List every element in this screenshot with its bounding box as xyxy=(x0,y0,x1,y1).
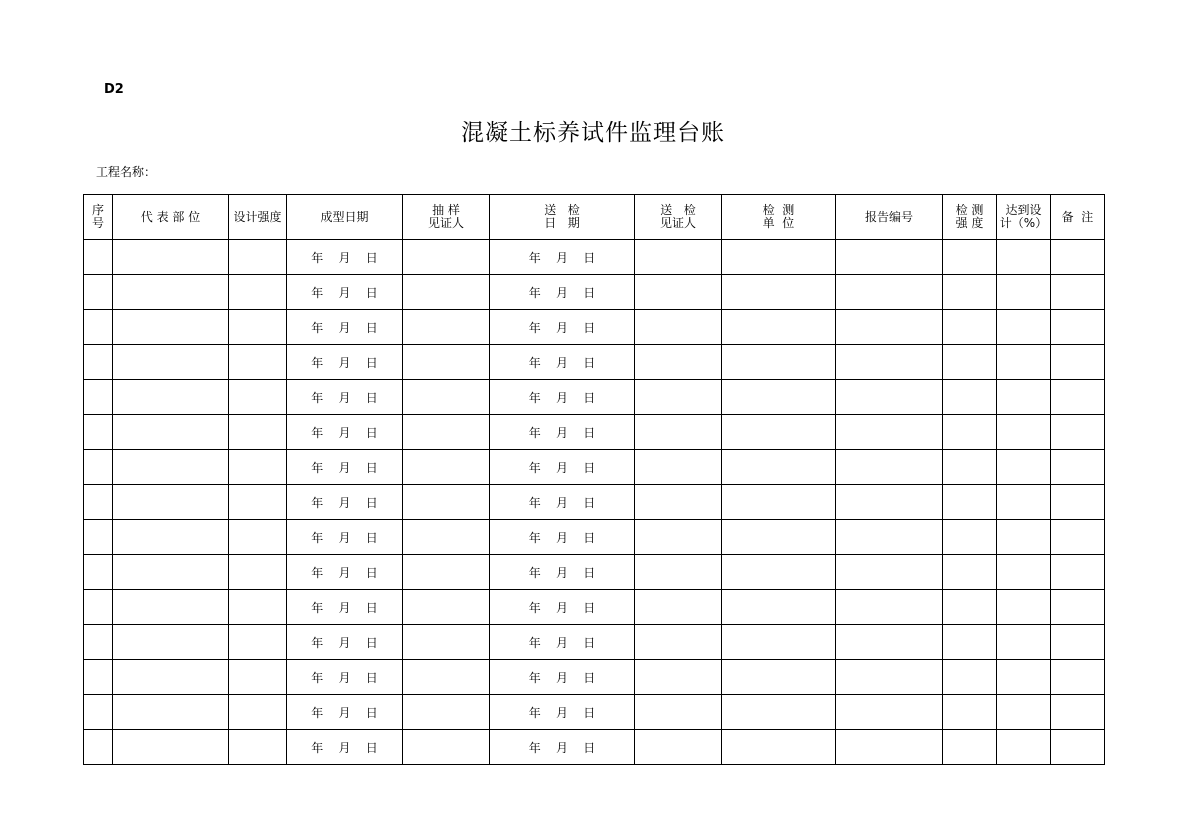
col-header-location: 代 表 部 位 xyxy=(113,195,229,240)
submission-date-cell[interactable] xyxy=(490,240,635,275)
table-row xyxy=(84,520,1105,555)
table-cell[interactable] xyxy=(722,275,836,310)
table-row xyxy=(84,345,1105,380)
table-cell[interactable] xyxy=(84,520,113,555)
table-cell[interactable] xyxy=(84,345,113,380)
table-cell[interactable] xyxy=(836,450,943,485)
date-placeholder: 年 月 日 xyxy=(528,390,596,405)
table-row xyxy=(84,555,1105,590)
molding-date-cell[interactable] xyxy=(287,345,403,380)
col-header-sampling-witness: 抽 样 见证人 xyxy=(403,195,490,240)
table-cell[interactable] xyxy=(403,625,490,660)
table-cell[interactable] xyxy=(997,450,1051,485)
table-cell[interactable] xyxy=(403,590,490,625)
table-cell[interactable] xyxy=(635,310,722,345)
date-placeholder: 年 月 日 xyxy=(311,565,378,580)
date-placeholder: 年 月 日 xyxy=(528,530,596,545)
table-row xyxy=(84,415,1105,450)
table-cell[interactable] xyxy=(229,380,287,415)
table-cell[interactable] xyxy=(403,345,490,380)
table-cell[interactable] xyxy=(229,590,287,625)
table-cell[interactable] xyxy=(635,730,722,765)
table-cell[interactable] xyxy=(997,660,1051,695)
table-cell[interactable] xyxy=(84,275,113,310)
table-cell[interactable] xyxy=(113,730,229,765)
table-cell[interactable] xyxy=(722,485,836,520)
submission-date-cell[interactable] xyxy=(490,730,635,765)
molding-date-cell[interactable] xyxy=(287,520,403,555)
table-row xyxy=(84,590,1105,625)
table-cell[interactable] xyxy=(113,660,229,695)
table-cell[interactable] xyxy=(943,240,997,275)
molding-date-cell[interactable] xyxy=(287,695,403,730)
table-cell[interactable] xyxy=(403,695,490,730)
table-cell[interactable] xyxy=(229,240,287,275)
table-cell[interactable] xyxy=(722,240,836,275)
table-row xyxy=(84,240,1105,275)
table-cell[interactable] xyxy=(113,380,229,415)
table-cell[interactable] xyxy=(1051,590,1105,625)
table-cell[interactable] xyxy=(635,345,722,380)
table-cell[interactable] xyxy=(403,555,490,590)
date-placeholder: 年 月 日 xyxy=(528,425,596,440)
table-cell[interactable] xyxy=(229,695,287,730)
submission-date-cell[interactable] xyxy=(490,660,635,695)
form-code: D2 xyxy=(104,82,124,97)
table-cell[interactable] xyxy=(113,345,229,380)
table-cell[interactable] xyxy=(836,415,943,450)
table-cell[interactable] xyxy=(635,555,722,590)
table-cell[interactable] xyxy=(997,275,1051,310)
table-cell[interactable] xyxy=(84,555,113,590)
table-cell[interactable] xyxy=(635,695,722,730)
table-cell[interactable] xyxy=(722,310,836,345)
date-placeholder: 年 月 日 xyxy=(311,635,378,650)
submission-date-cell[interactable] xyxy=(490,380,635,415)
table-cell[interactable] xyxy=(403,310,490,345)
col-header-tested-strength: 检 测 强 度 xyxy=(943,195,997,240)
table-cell[interactable] xyxy=(84,590,113,625)
table-cell[interactable] xyxy=(113,695,229,730)
table-cell[interactable] xyxy=(1051,485,1105,520)
table-row xyxy=(84,625,1105,660)
table-cell[interactable] xyxy=(836,310,943,345)
table-cell[interactable] xyxy=(84,415,113,450)
table-cell[interactable] xyxy=(836,380,943,415)
col-header-design-strength: 设计强度 xyxy=(229,195,287,240)
table-cell[interactable] xyxy=(997,485,1051,520)
col-header-design-percent: 达到设 计（%） xyxy=(997,195,1051,240)
col-header-submission-witness: 送 检 见证人 xyxy=(635,195,722,240)
table-row xyxy=(84,275,1105,310)
table-cell[interactable] xyxy=(229,730,287,765)
date-placeholder: 年 月 日 xyxy=(311,320,378,335)
table-row xyxy=(84,695,1105,730)
date-placeholder: 年 月 日 xyxy=(528,565,596,580)
table-cell[interactable] xyxy=(635,660,722,695)
table-cell[interactable] xyxy=(836,590,943,625)
table-cell[interactable] xyxy=(403,520,490,555)
date-placeholder: 年 月 日 xyxy=(528,355,596,370)
table-cell[interactable] xyxy=(943,660,997,695)
table-cell[interactable] xyxy=(1051,275,1105,310)
date-placeholder: 年 月 日 xyxy=(311,600,378,615)
table-cell[interactable] xyxy=(1051,345,1105,380)
molding-date-cell[interactable] xyxy=(287,660,403,695)
table-cell[interactable] xyxy=(722,345,836,380)
table-cell[interactable] xyxy=(836,520,943,555)
table-cell[interactable] xyxy=(722,450,836,485)
table-cell[interactable] xyxy=(229,485,287,520)
table-cell[interactable] xyxy=(722,415,836,450)
table-cell[interactable] xyxy=(997,415,1051,450)
table-cell[interactable] xyxy=(635,415,722,450)
table-cell[interactable] xyxy=(113,415,229,450)
date-placeholder: 年 月 日 xyxy=(311,495,378,510)
table-cell[interactable] xyxy=(943,310,997,345)
table-cell[interactable] xyxy=(943,555,997,590)
table-cell[interactable] xyxy=(635,380,722,415)
date-placeholder: 年 月 日 xyxy=(528,635,596,650)
table-cell[interactable] xyxy=(997,345,1051,380)
table-cell[interactable] xyxy=(229,450,287,485)
table-cell[interactable] xyxy=(943,450,997,485)
table-cell[interactable] xyxy=(997,520,1051,555)
submission-date-cell[interactable] xyxy=(490,415,635,450)
date-placeholder: 年 月 日 xyxy=(311,285,378,300)
table-cell[interactable] xyxy=(836,625,943,660)
table-cell[interactable] xyxy=(722,730,836,765)
table-cell[interactable] xyxy=(1051,625,1105,660)
table-cell[interactable] xyxy=(722,555,836,590)
date-placeholder: 年 月 日 xyxy=(528,460,596,475)
table-cell[interactable] xyxy=(943,520,997,555)
table-cell[interactable] xyxy=(84,625,113,660)
project-name-label: 工程名称： xyxy=(96,165,157,179)
date-placeholder: 年 月 日 xyxy=(311,705,378,720)
table-cell[interactable] xyxy=(836,485,943,520)
table-cell[interactable] xyxy=(635,240,722,275)
col-header-molding-date: 成型日期 xyxy=(287,195,403,240)
table-cell[interactable] xyxy=(1051,660,1105,695)
table-cell[interactable] xyxy=(943,730,997,765)
col-header-report-number: 报告编号 xyxy=(836,195,943,240)
table-cell[interactable] xyxy=(113,555,229,590)
date-placeholder: 年 月 日 xyxy=(528,250,596,265)
table-cell[interactable] xyxy=(722,695,836,730)
submission-date-cell[interactable] xyxy=(490,345,635,380)
table-cell[interactable] xyxy=(84,240,113,275)
table-cell[interactable] xyxy=(113,520,229,555)
table-cell[interactable] xyxy=(229,625,287,660)
table-cell[interactable] xyxy=(113,590,229,625)
submission-date-cell[interactable] xyxy=(490,450,635,485)
date-placeholder: 年 月 日 xyxy=(528,740,596,755)
submission-date-cell[interactable] xyxy=(490,275,635,310)
table-cell[interactable] xyxy=(1051,730,1105,765)
table-cell[interactable] xyxy=(84,485,113,520)
date-placeholder: 年 月 日 xyxy=(311,460,378,475)
date-placeholder: 年 月 日 xyxy=(311,355,378,370)
table-cell[interactable] xyxy=(836,240,943,275)
table-cell[interactable] xyxy=(943,625,997,660)
table-cell[interactable] xyxy=(722,380,836,415)
date-placeholder: 年 月 日 xyxy=(311,390,378,405)
submission-date-cell[interactable] xyxy=(490,310,635,345)
date-placeholder: 年 月 日 xyxy=(311,425,378,440)
table-cell[interactable] xyxy=(84,380,113,415)
date-placeholder: 年 月 日 xyxy=(528,600,596,615)
date-placeholder: 年 月 日 xyxy=(311,250,378,265)
table-cell[interactable] xyxy=(1051,450,1105,485)
table-cell[interactable] xyxy=(943,275,997,310)
table-cell[interactable] xyxy=(1051,415,1105,450)
table-cell[interactable] xyxy=(84,695,113,730)
table-cell[interactable] xyxy=(403,660,490,695)
table-cell[interactable] xyxy=(229,555,287,590)
table-cell[interactable] xyxy=(84,310,113,345)
molding-date-cell[interactable] xyxy=(287,590,403,625)
table-cell[interactable] xyxy=(997,380,1051,415)
table-cell[interactable] xyxy=(1051,380,1105,415)
submission-date-cell[interactable] xyxy=(490,590,635,625)
table-cell[interactable] xyxy=(997,555,1051,590)
molding-date-cell[interactable] xyxy=(287,380,403,415)
table-row xyxy=(84,380,1105,415)
table-cell[interactable] xyxy=(113,310,229,345)
table-cell[interactable] xyxy=(635,590,722,625)
molding-date-cell[interactable] xyxy=(287,485,403,520)
submission-date-cell[interactable] xyxy=(490,695,635,730)
table-cell[interactable] xyxy=(836,730,943,765)
ledger-body xyxy=(84,240,1105,765)
table-cell[interactable] xyxy=(836,695,943,730)
molding-date-cell[interactable] xyxy=(287,555,403,590)
table-cell[interactable] xyxy=(836,555,943,590)
date-placeholder: 年 月 日 xyxy=(311,670,378,685)
molding-date-cell[interactable] xyxy=(287,310,403,345)
molding-date-cell[interactable] xyxy=(287,415,403,450)
molding-date-cell[interactable] xyxy=(287,625,403,660)
submission-date-cell[interactable] xyxy=(490,625,635,660)
table-cell[interactable] xyxy=(997,625,1051,660)
submission-date-cell[interactable] xyxy=(490,520,635,555)
table-cell[interactable] xyxy=(1051,555,1105,590)
table-cell[interactable] xyxy=(84,730,113,765)
table-cell[interactable] xyxy=(403,380,490,415)
table-cell[interactable] xyxy=(113,240,229,275)
table-cell[interactable] xyxy=(403,485,490,520)
table-cell[interactable] xyxy=(84,660,113,695)
date-placeholder: 年 月 日 xyxy=(528,285,596,300)
table-cell[interactable] xyxy=(1051,695,1105,730)
table-cell[interactable] xyxy=(836,660,943,695)
table-cell[interactable] xyxy=(722,590,836,625)
table-cell[interactable] xyxy=(113,625,229,660)
table-cell[interactable] xyxy=(635,625,722,660)
table-cell[interactable] xyxy=(113,450,229,485)
table-cell[interactable] xyxy=(229,660,287,695)
date-placeholder: 年 月 日 xyxy=(528,705,596,720)
table-cell[interactable] xyxy=(722,625,836,660)
table-cell[interactable] xyxy=(403,275,490,310)
table-cell[interactable] xyxy=(836,275,943,310)
table-cell[interactable] xyxy=(943,380,997,415)
table-cell[interactable] xyxy=(722,660,836,695)
table-cell[interactable] xyxy=(229,310,287,345)
date-placeholder: 年 月 日 xyxy=(528,670,596,685)
table-cell[interactable] xyxy=(997,695,1051,730)
table-row xyxy=(84,310,1105,345)
table-cell[interactable] xyxy=(84,450,113,485)
header-row xyxy=(84,195,1105,240)
table-cell[interactable] xyxy=(943,415,997,450)
ledger-table xyxy=(83,194,1105,765)
table-cell[interactable] xyxy=(997,730,1051,765)
molding-date-cell[interactable] xyxy=(287,275,403,310)
table-cell[interactable] xyxy=(836,345,943,380)
submission-date-cell[interactable] xyxy=(490,555,635,590)
table-cell[interactable] xyxy=(403,730,490,765)
table-cell[interactable] xyxy=(1051,310,1105,345)
submission-date-cell[interactable] xyxy=(490,485,635,520)
table-cell[interactable] xyxy=(943,345,997,380)
table-cell[interactable] xyxy=(635,275,722,310)
table-cell[interactable] xyxy=(635,520,722,555)
table-cell[interactable] xyxy=(403,415,490,450)
table-cell[interactable] xyxy=(635,485,722,520)
table-cell[interactable] xyxy=(943,485,997,520)
table-cell[interactable] xyxy=(1051,520,1105,555)
col-header-remarks: 备 注 xyxy=(1051,195,1105,240)
table-row xyxy=(84,485,1105,520)
molding-date-cell[interactable] xyxy=(287,240,403,275)
table-cell[interactable] xyxy=(997,310,1051,345)
molding-date-cell[interactable] xyxy=(287,730,403,765)
molding-date-cell[interactable] xyxy=(287,450,403,485)
table-cell[interactable] xyxy=(229,345,287,380)
table-cell[interactable] xyxy=(113,275,229,310)
table-cell[interactable] xyxy=(943,590,997,625)
col-header-testing-unit: 检 测 单 位 xyxy=(722,195,836,240)
date-placeholder: 年 月 日 xyxy=(528,495,596,510)
table-cell[interactable] xyxy=(229,275,287,310)
table-cell[interactable] xyxy=(229,520,287,555)
page-title: 混凝土标养试件监理台账 xyxy=(461,120,725,146)
table-cell[interactable] xyxy=(997,590,1051,625)
table-row xyxy=(84,660,1105,695)
col-header-index: 序 号 xyxy=(84,195,113,240)
date-placeholder: 年 月 日 xyxy=(528,320,596,335)
table-cell[interactable] xyxy=(635,450,722,485)
table-row xyxy=(84,730,1105,765)
table-cell[interactable] xyxy=(113,485,229,520)
table-cell[interactable] xyxy=(997,240,1051,275)
table-cell[interactable] xyxy=(403,450,490,485)
table-cell[interactable] xyxy=(229,415,287,450)
table-cell[interactable] xyxy=(943,695,997,730)
table-cell[interactable] xyxy=(722,520,836,555)
col-header-submission-date: 送 检 日 期 xyxy=(490,195,635,240)
date-placeholder: 年 月 日 xyxy=(311,530,378,545)
date-placeholder: 年 月 日 xyxy=(311,740,378,755)
table-cell[interactable] xyxy=(403,240,490,275)
table-cell[interactable] xyxy=(1051,240,1105,275)
table-row xyxy=(84,450,1105,485)
